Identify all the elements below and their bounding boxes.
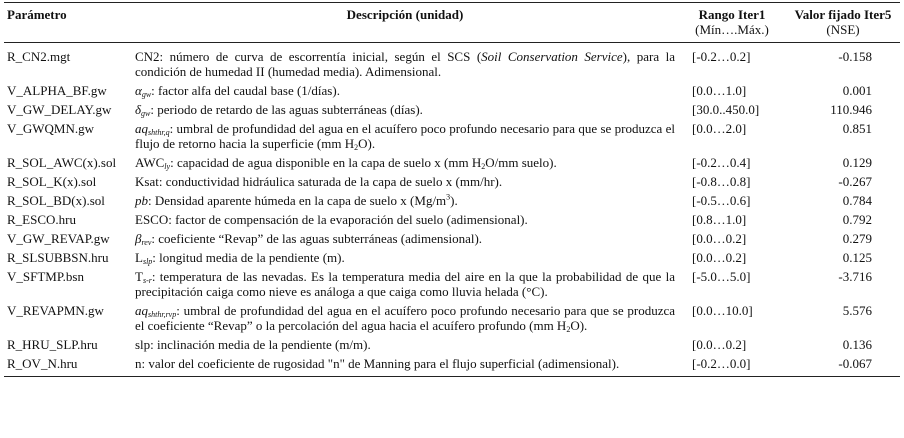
value-cell: 0.784	[842, 193, 872, 208]
value-cell: 110.946	[830, 102, 872, 117]
range-cell: [-0.8…0.8]	[692, 174, 751, 189]
range-cell: [-5.0…5.0]	[692, 269, 751, 284]
range-cell: [0.8…1.0]	[692, 212, 747, 227]
table-row	[4, 191, 900, 210]
range-cell: [-0.5…0.6]	[692, 193, 751, 208]
header-value: Valor fijado Iter5 (NSE)	[786, 3, 900, 43]
value-cell: 0.001	[842, 83, 872, 98]
param-cell: R_CN2.mgt	[7, 49, 71, 64]
header-range: Rango Iter1 (Mín….Máx.)	[678, 3, 786, 43]
description-cell: CN2: número de curva de escorrentía inicial, según el SCS (Soil Conservation Service), para la condición de humedad II (humedad media). Adimensional.	[135, 49, 675, 79]
description-cell: $\alpha_{gw}$: factor alfa del caudal base (1/días).	[135, 83, 340, 99]
table-row	[4, 210, 900, 229]
param-cell: V_GW_DELAY.gw	[7, 102, 112, 117]
parameter-table	[4, 2, 900, 377]
table-row	[4, 153, 900, 172]
description-cell: n: valor del coeficiente de rugosidad "n" de Manning para el flujo superficial (adimensional).	[132, 354, 678, 377]
param-cell: V_GWQMN.gw	[7, 121, 95, 136]
param-cell: V_REVAPMN.gw	[7, 303, 104, 318]
value-cell: 0.851	[842, 121, 872, 136]
table-row	[4, 100, 900, 119]
table-row	[4, 301, 900, 335]
value-cell: 0.136	[842, 337, 872, 352]
value-cell: 0.129	[842, 155, 872, 170]
header-desc: Descripción (unidad)	[132, 3, 678, 43]
description-cell: slp: inclinación media de la pendiente (m/m).	[135, 337, 371, 352]
header-range-sub: (Mín….Máx.)	[695, 22, 769, 37]
param-cell: R_SLSUBBSN.hru	[7, 250, 109, 265]
range-cell: [0.0…0.2]	[692, 337, 747, 352]
table-row	[4, 172, 900, 191]
table-row	[4, 229, 900, 248]
header-value-sub: (NSE)	[826, 22, 860, 37]
description-cell: $aq_{shthr,rvp}$: umbral de profundidad del agua en el acuífero poco profundo necesario para que se produzca el coeficiente “Revap” o la percolación del agua hacia el acuífero profundo (mm $H_2O$).	[135, 303, 675, 334]
param-cell: R_SOL_BD(x).sol	[7, 193, 105, 208]
range-cell: [0.0…10.0]	[692, 303, 753, 318]
table-row	[4, 267, 900, 301]
description-cell: $L_{slp}$: longitud media de la pendiente (m).	[135, 250, 345, 266]
param-cell: R_OV_N.hru	[4, 354, 132, 377]
value-cell: 5.576	[842, 303, 872, 318]
param-cell: R_HRU_SLP.hru	[7, 337, 98, 352]
description-cell: Ksat: conductividad hidráulica saturada de la capa de suelo x (mm/hr).	[135, 174, 503, 189]
value-cell: -0.267	[838, 174, 872, 189]
table-row	[4, 335, 900, 354]
header-param: Parámetro	[4, 3, 132, 43]
value-cell: -3.716	[838, 269, 872, 284]
description-cell: ESCO: factor de compensación de la evaporación del suelo (adimensional).	[135, 212, 528, 227]
range-cell: [-0.2…0.0]	[678, 354, 786, 377]
param-cell: V_ALPHA_BF.gw	[7, 83, 107, 98]
range-cell: [0.0…0.2]	[692, 231, 747, 246]
range-cell: [0.0…0.2]	[692, 250, 747, 265]
param-cell: V_GW_REVAP.gw	[7, 231, 110, 246]
description-cell: $\beta_{rev}$: coeficiente “Revap” de las aguas subterráneas (adimensional).	[135, 231, 483, 247]
value-cell: 0.792	[842, 212, 872, 227]
range-cell: [30.0..450.0]	[692, 102, 760, 117]
param-cell: V_SFTMP.bsn	[7, 269, 84, 284]
range-cell: [0.0…2.0]	[692, 121, 747, 136]
description-cell: $aq_{shthr,q}$: umbral de profundidad del agua en el acuífero poco profundo necesario para que se produzca el flujo de retorno hacia la superficie (mm $H_2O$).	[135, 121, 675, 152]
value-cell: -0.067	[786, 354, 900, 377]
description-cell: pb: Densidad aparente húmeda en la capa de suelo x $(Mg/m^3)$.	[135, 192, 458, 208]
table-row	[4, 81, 900, 100]
header-row	[4, 3, 900, 43]
param-cell: R_SOL_AWC(x).sol	[7, 155, 117, 170]
table-row	[4, 354, 900, 377]
table-row	[4, 119, 900, 153]
description-cell: $AWC_{ly}$: capacidad de agua disponible en la capa de suelo x (mm $H_2O/mm$ suelo).	[135, 155, 557, 171]
param-cell: R_ESCO.hru	[7, 212, 76, 227]
range-cell: [-0.2…0.4]	[692, 155, 751, 170]
description-cell: $\delta_{gw}$: periodo de retardo de las aguas subterráneas (días).	[135, 102, 423, 118]
value-cell: 0.279	[842, 231, 872, 246]
param-cell: R_SOL_K(x).sol	[7, 174, 97, 189]
range-cell: [-0.2…0.2]	[692, 49, 751, 64]
description-cell: $T_{s-r}$: temperatura de las nevadas. Es la temperatura media del aire en la que la probabilidad de que la precipitación caiga como nieve es análoga a que caiga como lluvia helada (°C).	[135, 269, 675, 299]
value-cell: -0.158	[838, 49, 872, 64]
value-cell: 0.125	[842, 250, 872, 265]
range-cell: [0.0…1.0]	[692, 83, 747, 98]
table-row	[4, 248, 900, 267]
table-row	[4, 43, 900, 82]
